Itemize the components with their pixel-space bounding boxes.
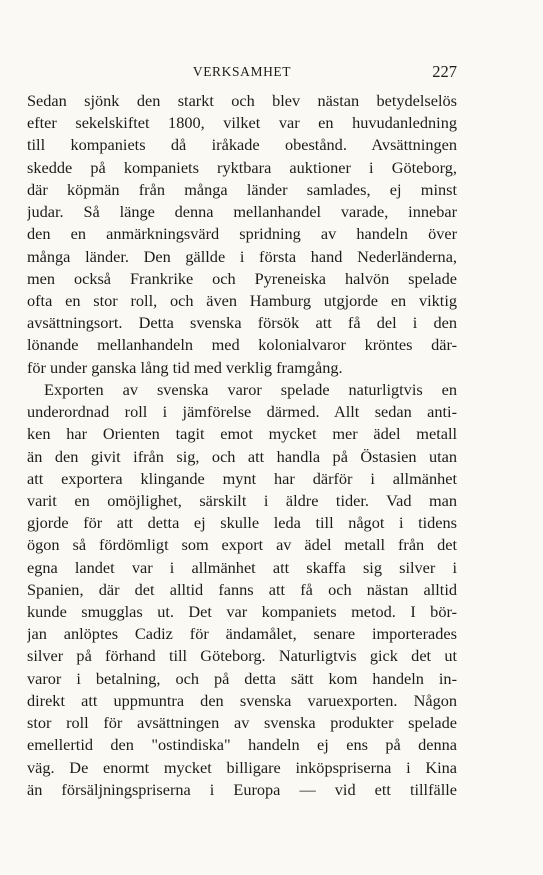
text-line: varit en omöjlighet, särskilt i äldre tider. Vad man [27,490,457,510]
text-line: den en anmärkningsvärd spridning av handeln över [27,224,457,244]
text-line: än försäljningspriserna i Europa — vid ett tillfälle [27,779,457,799]
text-line: silver på förhand till Göteborg. Naturligtvis gick det ut [27,646,457,666]
page-number: 227 [432,62,457,81]
text-line: egna landet var i allmänhet att skaffa sig silver i [27,557,457,577]
text-line: skedde på kompaniets ryktbara auktioner i Göteborg, [27,157,457,177]
text-line: judar. Så länge denna mellanhandel varade, innebar [27,202,457,222]
text-line: för under ganska lång tid med verklig framgång. [27,357,343,377]
text-line: emellertid den "ostindiska" handeln ej ens på denna [27,735,457,755]
text-line: att exportera klingande mynt har därför i allmänhet [27,468,457,488]
text-line: ögon så fördömligt som export av ädel metall från det [27,535,457,555]
running-head [27,62,457,82]
text-line: där köpmän från många länder samlades, ej minst [27,179,457,199]
text-line: ofta en stor roll, och även Hamburg utgjorde en viktig [27,290,457,310]
text-line: kunde smugglas ut. Det var kompaniets metod. I bör- [27,602,457,622]
text-line: gjorde för att detta ej skulle leda till något i tidens [27,513,457,533]
text-line: till kompaniets då iråkade obestånd. Avsättningen [27,135,457,155]
text-line: Spanien, där det alltid fanns att få och nästan alltid [27,579,457,599]
running-title: VERKSAMHET [192,64,292,79]
text-line: ken har Orienten tagit emot mycket mer ädel metall [27,424,457,444]
text-line: än den givit ifrån sig, och att handla på Östasien utan [27,446,457,466]
text-line: varor i betalning, och på detta sätt kom handeln in- [27,668,457,688]
text-line: stor roll för avsättningen av svenska produkter spelade [27,713,457,733]
text-line: Sedan sjönk den starkt och blev nästan betydelselös [27,91,457,110]
text-line: efter sekelskiftet 1800, vilket var en huvudanledning [27,113,457,133]
text-line: Exporten av svenska varor spelade naturligtvis en [44,379,457,399]
text-line: direkt att uppmuntra den svenska varuexporten. Någon [27,690,457,710]
text-line: väg. De enormt mycket billigare inköpspriserna i Kina [27,757,457,777]
text-line: många länder. Den gällde i första hand Nederländerna, [27,246,457,266]
text-line: underordnad roll i jämförelse därmed. Allt sedan anti- [27,402,457,422]
text-line: men också Frankrike och Pyreneiska halvön spelade [27,268,457,288]
body-text [27,90,457,801]
text-line: jan anlöptes Cadiz för ändamålet, senare importerades [27,624,457,644]
text-line: lönande mellanhandeln med kolonialvaror kröntes där- [27,335,457,355]
text-line: avsättningsort. Detta svenska försök att få del i den [27,313,457,333]
